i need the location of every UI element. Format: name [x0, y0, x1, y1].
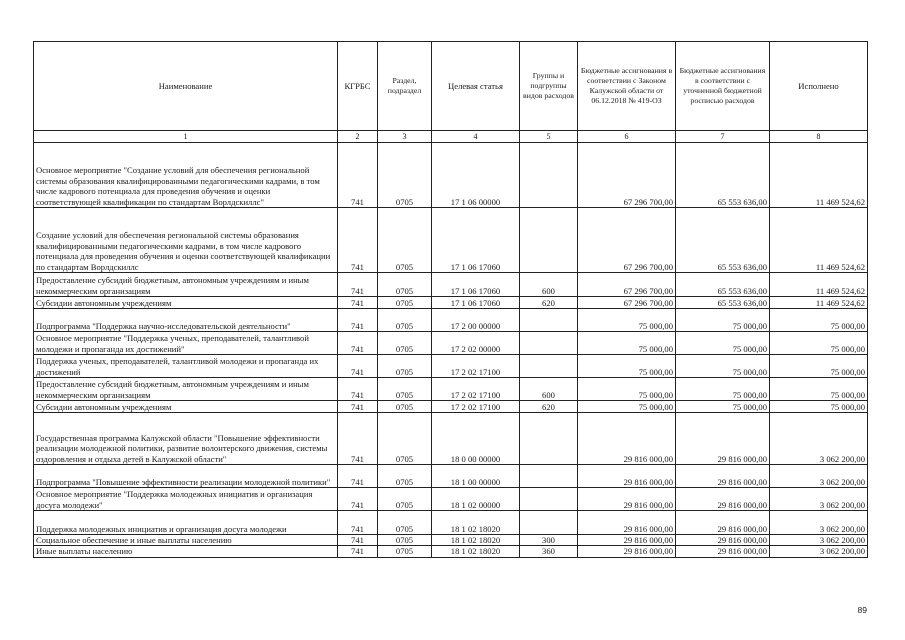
row-executed-amount: 11 469 524,62 [770, 297, 868, 309]
row-target: 17 1 06 17060 [432, 297, 520, 309]
row-section: 0705 [378, 309, 432, 332]
row-executed-amount: 3 062 200,00 [770, 511, 868, 535]
row-refined-amount: 29 816 000,00 [676, 413, 770, 465]
row-group [520, 488, 578, 511]
column-number: 2 [338, 131, 378, 143]
table-row [34, 413, 868, 465]
row-target: 17 2 02 17100 [432, 355, 520, 378]
row-refined-amount: 75 000,00 [676, 309, 770, 332]
header-row [34, 42, 868, 131]
row-executed-amount: 75 000,00 [770, 332, 868, 355]
row-section: 0705 [378, 535, 432, 546]
row-refined-amount: 65 553 636,00 [676, 297, 770, 309]
row-group [520, 143, 578, 208]
row-refined-amount: 29 816 000,00 [676, 546, 770, 557]
column-number: 4 [432, 131, 520, 143]
row-kgrbs: 741 [338, 488, 378, 511]
row-law-amount: 67 296 700,00 [578, 143, 676, 208]
table-row [34, 273, 868, 297]
header-executed: Исполнено [770, 42, 868, 131]
row-target: 18 0 00 00000 [432, 413, 520, 465]
row-group [520, 355, 578, 378]
table-row [34, 401, 868, 413]
column-number: 1 [34, 131, 338, 143]
row-group: 600 [520, 378, 578, 401]
header-target: Целевая статья [432, 42, 520, 131]
row-section: 0705 [378, 546, 432, 557]
row-kgrbs: 741 [338, 143, 378, 208]
row-refined-amount: 75 000,00 [676, 401, 770, 413]
header-section: Раздел, подраздел [378, 42, 432, 131]
row-executed-amount: 75 000,00 [770, 401, 868, 413]
table-row [34, 511, 868, 535]
row-law-amount: 75 000,00 [578, 309, 676, 332]
row-refined-amount: 75 000,00 [676, 378, 770, 401]
row-law-amount: 75 000,00 [578, 355, 676, 378]
row-refined-amount: 75 000,00 [676, 355, 770, 378]
table-row [34, 535, 868, 546]
table-row [34, 488, 868, 511]
row-law-amount: 29 816 000,00 [578, 413, 676, 465]
row-law-amount: 29 816 000,00 [578, 465, 676, 488]
column-number: 6 [578, 131, 676, 143]
row-kgrbs: 741 [338, 355, 378, 378]
row-kgrbs: 741 [338, 273, 378, 297]
row-kgrbs: 741 [338, 511, 378, 535]
header-kgrbs: КГРБС [338, 42, 378, 131]
row-law-amount: 67 296 700,00 [578, 208, 676, 273]
row-kgrbs: 741 [338, 208, 378, 273]
row-executed-amount: 3 062 200,00 [770, 546, 868, 557]
row-executed-amount: 3 062 200,00 [770, 535, 868, 546]
row-group [520, 332, 578, 355]
row-law-amount: 67 296 700,00 [578, 297, 676, 309]
row-refined-amount: 75 000,00 [676, 332, 770, 355]
row-kgrbs: 741 [338, 546, 378, 557]
row-name: Субсидии автономным учреждениям [34, 401, 338, 413]
row-target: 17 1 06 17060 [432, 273, 520, 297]
row-target: 17 2 02 17100 [432, 378, 520, 401]
page-number: 89 [857, 605, 867, 615]
row-refined-amount: 29 816 000,00 [676, 511, 770, 535]
column-number-row [34, 131, 868, 143]
row-group [520, 208, 578, 273]
row-target: 17 1 06 00000 [432, 143, 520, 208]
header-law: Бюджетные ассигнования в соответствии с Законом Калужской области от 06.12.2018 № 419-ОЗ [578, 42, 676, 131]
row-law-amount: 75 000,00 [578, 332, 676, 355]
row-group: 300 [520, 535, 578, 546]
row-section: 0705 [378, 332, 432, 355]
row-law-amount: 29 816 000,00 [578, 546, 676, 557]
header-name: Наименование [34, 42, 338, 131]
row-kgrbs: 741 [338, 378, 378, 401]
row-group [520, 465, 578, 488]
row-name: Предоставление субсидий бюджетным, автономным учреждениям и иным некоммерческим организациям [34, 378, 338, 401]
column-number: 7 [676, 131, 770, 143]
row-name: Основное мероприятие "Поддержка ученых, преподавателей, талантливой молодежи и пропаганда их достижений" [34, 332, 338, 355]
budget-table [33, 41, 868, 558]
row-kgrbs: 741 [338, 465, 378, 488]
row-section: 0705 [378, 465, 432, 488]
row-kgrbs: 741 [338, 309, 378, 332]
column-number: 3 [378, 131, 432, 143]
row-law-amount: 75 000,00 [578, 378, 676, 401]
row-group [520, 511, 578, 535]
row-target: 18 1 02 00000 [432, 488, 520, 511]
row-refined-amount: 65 553 636,00 [676, 273, 770, 297]
table-row [34, 332, 868, 355]
row-executed-amount: 11 469 524,62 [770, 208, 868, 273]
row-name: Государственная программа Калужской области "Повышение эффективности реализации молодежной политики, развитие волонтерского движения, системы оздоровления и отдыха детей в Калужской области" [34, 413, 338, 465]
row-group [520, 309, 578, 332]
row-group [520, 413, 578, 465]
table-row [34, 378, 868, 401]
row-section: 0705 [378, 355, 432, 378]
row-name: Субсидии автономным учреждениям [34, 297, 338, 309]
column-number: 5 [520, 131, 578, 143]
row-law-amount: 67 296 700,00 [578, 273, 676, 297]
row-executed-amount: 75 000,00 [770, 378, 868, 401]
row-name: Поддержка ученых, преподавателей, талантливой молодежи и пропаганда их достижений [34, 355, 338, 378]
row-name: Подпрограмма "Поддержка научно-исследовательской деятельности" [34, 309, 338, 332]
row-name: Подпрограмма "Повышение эффективности реализации молодежной политики" [34, 465, 338, 488]
row-executed-amount: 3 062 200,00 [770, 413, 868, 465]
header-refined: Бюджетные ассигнования в соответствии с уточненной бюджетной росписью расходов [676, 42, 770, 131]
row-executed-amount: 11 469 524,62 [770, 273, 868, 297]
row-refined-amount: 29 816 000,00 [676, 535, 770, 546]
row-group: 620 [520, 401, 578, 413]
row-section: 0705 [378, 413, 432, 465]
row-target: 17 1 06 17060 [432, 208, 520, 273]
row-law-amount: 75 000,00 [578, 401, 676, 413]
row-refined-amount: 65 553 636,00 [676, 143, 770, 208]
row-refined-amount: 29 816 000,00 [676, 488, 770, 511]
column-number: 8 [770, 131, 868, 143]
row-target: 18 1 02 18020 [432, 546, 520, 557]
header-groups: Группы и подгруппы видов расходов [520, 42, 578, 131]
row-law-amount: 29 816 000,00 [578, 511, 676, 535]
row-name: Создание условий для обеспечения региональной системы образования квалифицированными педагогическими кадрами, в том числе кадрового потенциала для проведения обучения и оценки соответствующей квалификации по стандартам Ворлдскиллс [34, 208, 338, 273]
row-kgrbs: 741 [338, 413, 378, 465]
row-target: 17 2 00 00000 [432, 309, 520, 332]
row-section: 0705 [378, 401, 432, 413]
row-section: 0705 [378, 378, 432, 401]
row-target: 18 1 00 00000 [432, 465, 520, 488]
row-section: 0705 [378, 273, 432, 297]
row-section: 0705 [378, 297, 432, 309]
row-section: 0705 [378, 511, 432, 535]
row-name: Предоставление субсидий бюджетным, автономным учреждениям и иным некоммерческим организациям [34, 273, 338, 297]
row-kgrbs: 741 [338, 401, 378, 413]
table-body [34, 143, 868, 558]
row-executed-amount: 3 062 200,00 [770, 488, 868, 511]
table-row [34, 297, 868, 309]
row-section: 0705 [378, 488, 432, 511]
row-law-amount: 29 816 000,00 [578, 488, 676, 511]
row-kgrbs: 741 [338, 332, 378, 355]
row-target: 17 2 02 00000 [432, 332, 520, 355]
row-target: 18 1 02 18020 [432, 535, 520, 546]
table-row [34, 309, 868, 332]
row-executed-amount: 75 000,00 [770, 355, 868, 378]
table-row [34, 208, 868, 273]
table-row [34, 465, 868, 488]
row-name: Поддержка молодежных инициатив и организация досуга молодежи [34, 511, 338, 535]
row-target: 18 1 02 18020 [432, 511, 520, 535]
row-group: 620 [520, 297, 578, 309]
row-refined-amount: 29 816 000,00 [676, 465, 770, 488]
row-target: 17 2 02 17100 [432, 401, 520, 413]
table-row [34, 355, 868, 378]
row-name: Социальное обеспечение и иные выплаты населению [34, 535, 338, 546]
row-kgrbs: 741 [338, 297, 378, 309]
table-row [34, 143, 868, 208]
row-executed-amount: 11 469 524,62 [770, 143, 868, 208]
row-section: 0705 [378, 208, 432, 273]
row-executed-amount: 75 000,00 [770, 309, 868, 332]
row-kgrbs: 741 [338, 535, 378, 546]
row-refined-amount: 65 553 636,00 [676, 208, 770, 273]
row-name: Иные выплаты населению [34, 546, 338, 557]
row-name: Основное мероприятие "Поддержка молодежных инициатив и организация досуга молодежи" [34, 488, 338, 511]
row-group: 600 [520, 273, 578, 297]
row-law-amount: 29 816 000,00 [578, 535, 676, 546]
table-row [34, 546, 868, 557]
row-group: 360 [520, 546, 578, 557]
row-name: Основное мероприятие "Создание условий для обеспечения региональной системы образования квалифицированными педагогическими кадрами, в том числе кадрового потенциала для проведения обучения и оценки соответствующей квалификации по стандартам Ворлдскиллс" [34, 143, 338, 208]
row-executed-amount: 3 062 200,00 [770, 465, 868, 488]
row-section: 0705 [378, 143, 432, 208]
